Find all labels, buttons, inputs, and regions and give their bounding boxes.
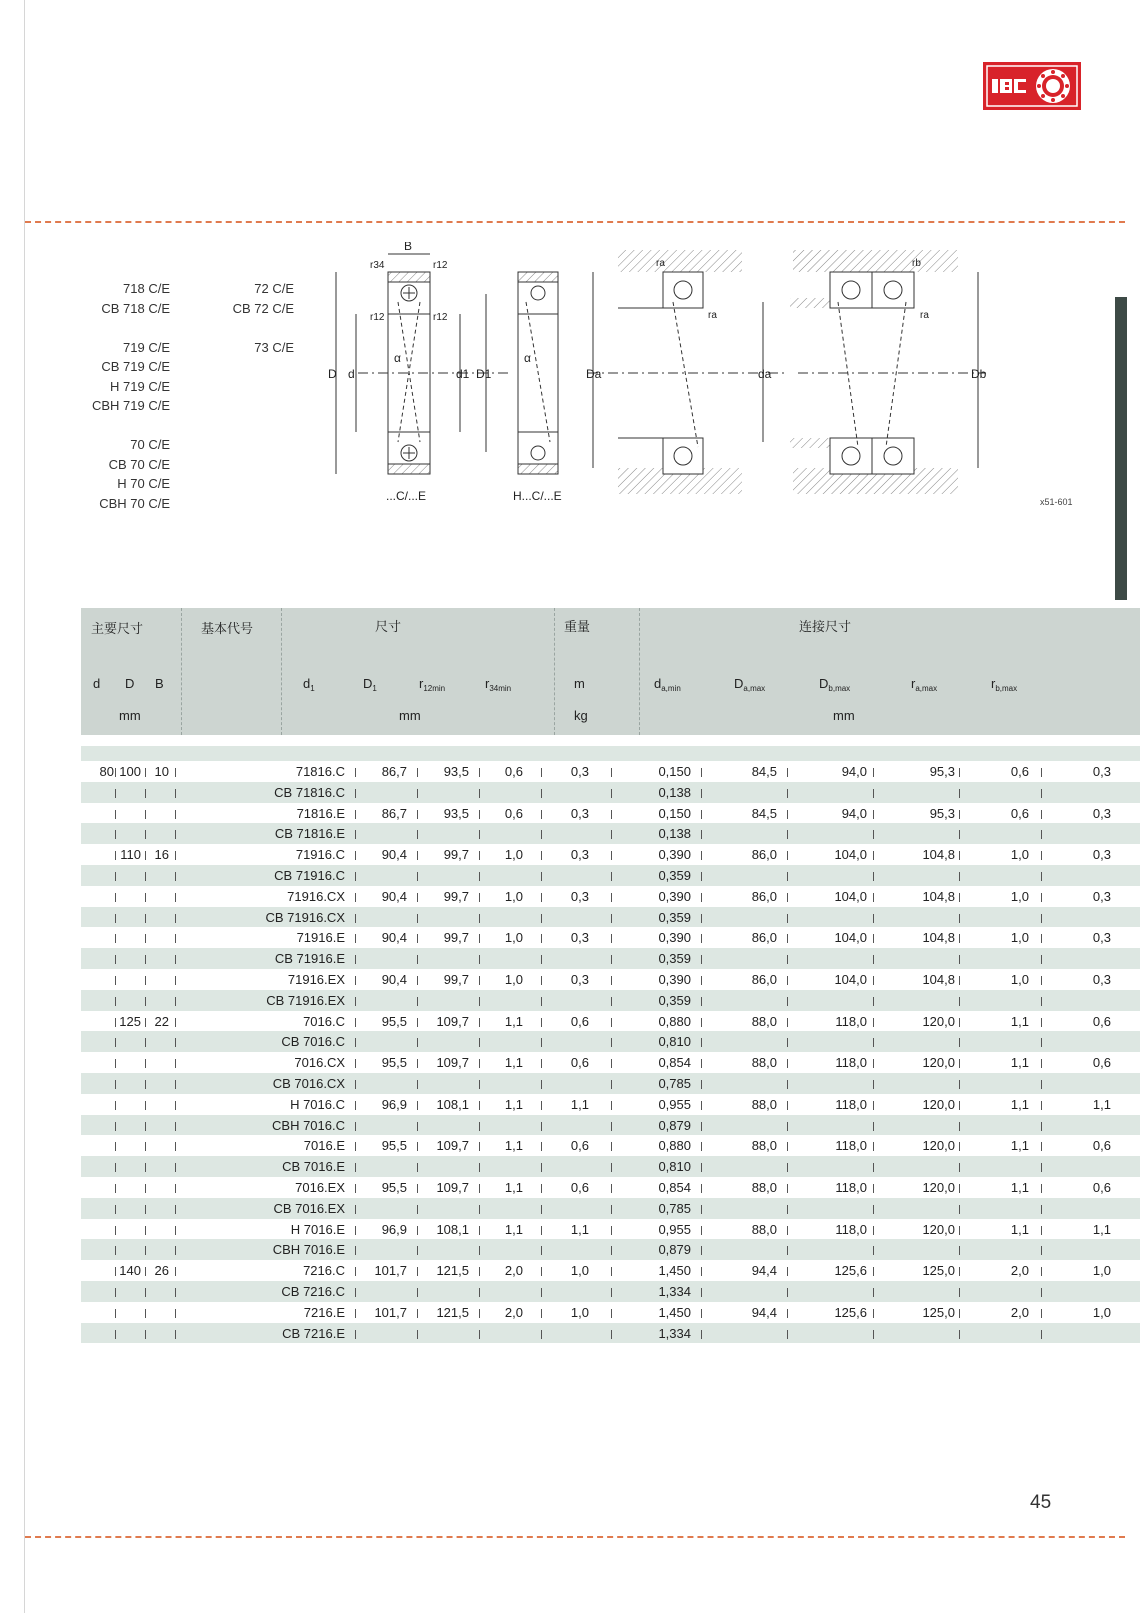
cell-m: 0,138 <box>658 784 691 800</box>
cell-r12: 1,0 <box>504 930 523 946</box>
cell-Db: 120,0 <box>922 1179 955 1195</box>
cell-des: 71816.E <box>296 805 345 821</box>
table-row <box>81 1198 1140 1219</box>
series-item: 718 C/E <box>123 281 170 296</box>
cell-r12: 1,1 <box>504 1179 523 1195</box>
group-main-dims: 主要尺寸 <box>91 621 144 636</box>
cell-r12: 1,1 <box>504 1221 523 1237</box>
cell-ra: 0,6 <box>1010 764 1029 779</box>
table-row <box>81 782 1140 803</box>
label-r12-right: r12 <box>433 312 448 323</box>
cell-d1: 95,5 <box>381 1179 407 1195</box>
table-row <box>81 1260 1140 1281</box>
col-m: m <box>574 676 585 691</box>
cell-r34: 0,3 <box>570 764 589 779</box>
cell-B: 26 <box>154 1263 169 1279</box>
table-row <box>81 1031 1140 1052</box>
cell-r34: 0,3 <box>570 930 589 946</box>
cell-m: 0,359 <box>658 909 691 925</box>
cell-B: 16 <box>154 847 169 863</box>
label-Da: Da <box>586 367 602 381</box>
cell-D1: 109,7 <box>436 1055 469 1071</box>
cell-D: 100 <box>119 764 141 779</box>
table-row <box>81 1052 1140 1073</box>
cell-ra: 1,0 <box>1010 847 1029 863</box>
table-row <box>81 761 1140 782</box>
cell-d1: 95,5 <box>381 1055 407 1071</box>
cell-B: 10 <box>154 764 169 779</box>
cell-m: 0,785 <box>658 1200 691 1216</box>
cell-da: 84,5 <box>751 805 777 821</box>
series-list-left <box>70 279 170 513</box>
col-d: d <box>93 676 101 691</box>
cell-m: 0,390 <box>658 888 691 904</box>
caption-standard: ...C/...E <box>386 489 427 503</box>
cell-des: CB 7016.EX <box>273 1200 345 1216</box>
cell-Da: 94,0 <box>841 805 867 821</box>
cell-da: 88,0 <box>751 1055 777 1071</box>
series-item <box>70 318 170 338</box>
table-row <box>81 948 1140 969</box>
cell-Db: 104,8 <box>922 971 955 987</box>
cell-da: 84,5 <box>751 764 777 779</box>
cell-d1: 90,4 <box>381 930 407 946</box>
col-r34: $r_{34min}$ <box>485 676 512 693</box>
page-number: 45 <box>1030 1492 1052 1513</box>
cell-D1: 99,7 <box>443 888 469 904</box>
cell-Da: 118,0 <box>835 1055 867 1071</box>
unit-dims: mm <box>399 708 421 723</box>
cell-r34: 1,1 <box>570 1096 589 1112</box>
cell-Da: 104,0 <box>834 847 867 863</box>
cell-r34: 0,3 <box>570 847 589 863</box>
cell-r34: 0,6 <box>570 1138 589 1154</box>
label-ra-side: ra <box>708 310 717 321</box>
cell-m: 1,334 <box>658 1325 691 1341</box>
cell-r12: 1,1 <box>504 1096 523 1112</box>
cell-des: 71816.C <box>295 764 345 779</box>
cell-rb: 0,3 <box>1092 805 1111 821</box>
cell-da: 88,0 <box>751 1138 777 1154</box>
cell-D1: 93,5 <box>443 805 469 821</box>
cell-Da: 118,0 <box>835 1221 867 1237</box>
cell-Da: 125,6 <box>834 1304 867 1320</box>
cell-des: CB 7016.E <box>282 1159 345 1175</box>
table-row <box>81 1219 1140 1240</box>
label-da: da <box>758 367 772 381</box>
cell-m: 0,854 <box>658 1179 691 1195</box>
bearing-table <box>81 608 1140 1343</box>
cell-da: 86,0 <box>751 847 777 863</box>
cell-des: CB 7016.CX <box>272 1075 345 1091</box>
table-row <box>81 1323 1140 1344</box>
cell-rb: 1,0 <box>1092 1263 1111 1279</box>
cell-des: CB 7016.C <box>281 1034 345 1050</box>
cell-rb: 1,1 <box>1092 1221 1111 1237</box>
cell-d1: 86,7 <box>381 805 407 821</box>
cell-r34: 0,6 <box>570 1179 589 1195</box>
series-item: 73 C/E <box>254 339 294 355</box>
col-r12: $r_{12min}$ <box>419 676 446 693</box>
cell-r34: 1,1 <box>570 1221 589 1237</box>
cell-m: 0,390 <box>658 847 691 863</box>
series-item: CB 70 C/E <box>108 456 170 472</box>
cell-d: 80 <box>99 764 114 779</box>
cell-da: 86,0 <box>751 888 777 904</box>
cell-da: 88,0 <box>751 1221 777 1237</box>
table-row <box>81 1156 1140 1177</box>
label-D: D <box>328 367 337 381</box>
cell-des: CB 7216.E <box>282 1325 345 1341</box>
cell-m: 0,879 <box>658 1117 691 1133</box>
cell-des: 7016.E <box>303 1138 345 1154</box>
cell-Db: 125,0 <box>922 1304 955 1320</box>
cell-des: CB 7216.C <box>281 1283 345 1299</box>
cell-r12: 0,6 <box>504 805 523 821</box>
cell-m: 0,955 <box>658 1221 691 1237</box>
cell-m: 0,138 <box>658 826 691 842</box>
cell-m: 0,955 <box>658 1096 691 1112</box>
cell-D1: 109,7 <box>436 1179 469 1195</box>
cell-ra: 0,6 <box>1010 805 1029 821</box>
label-r34: r34 <box>370 260 385 271</box>
cell-m: 1,334 <box>658 1283 691 1299</box>
col-da: $d_{a,min}$ <box>654 676 681 693</box>
table-row <box>81 1115 1140 1136</box>
cell-Da: 118,0 <box>835 1138 867 1154</box>
cell-Db: 120,0 <box>922 1221 955 1237</box>
cell-m: 0,810 <box>658 1034 691 1050</box>
series-item: CB 72 C/E <box>232 300 294 316</box>
cell-des: 7016.EX <box>295 1179 345 1195</box>
table-row <box>81 1011 1140 1032</box>
series-item: CBH 70 C/E <box>99 495 170 511</box>
table-row <box>81 865 1140 886</box>
cell-Db: 120,0 <box>922 1055 955 1071</box>
cell-ra: 1,0 <box>1010 971 1029 987</box>
ibc-logo <box>983 62 1081 110</box>
cell-r12: 1,1 <box>504 1138 523 1154</box>
cell-des: CBH 7016.E <box>272 1242 345 1258</box>
series-item: 72 C/E <box>254 281 294 296</box>
cell-ra: 1,1 <box>1010 1138 1029 1154</box>
col-rb: $r_{b,max}$ <box>991 676 1018 693</box>
label-rb: rb <box>912 258 921 269</box>
cell-r34: 0,6 <box>570 1055 589 1071</box>
cell-m: 0,359 <box>658 867 691 883</box>
cell-D1: 109,7 <box>436 1138 469 1154</box>
cell-ra: 1,0 <box>1010 930 1029 946</box>
cell-ra: 1,1 <box>1010 1221 1029 1237</box>
series-list-right <box>212 279 294 357</box>
cell-Db: 120,0 <box>922 1096 955 1112</box>
cell-r34: 0,6 <box>570 1013 589 1029</box>
table-row <box>81 823 1140 844</box>
cell-m: 0,359 <box>658 951 691 967</box>
cell-r12: 1,1 <box>504 1013 523 1029</box>
cell-D1: 108,1 <box>436 1221 469 1237</box>
cell-Da: 94,0 <box>841 764 867 779</box>
cell-da: 94,4 <box>751 1304 777 1320</box>
col-d1: $d_1$ <box>303 676 315 693</box>
cell-da: 88,0 <box>751 1179 777 1195</box>
cell-D: 140 <box>119 1263 141 1279</box>
group-designation: 基本代号 <box>201 621 254 636</box>
table-row <box>81 927 1140 948</box>
cell-ra: 1,1 <box>1010 1055 1029 1071</box>
series-item: 719 C/E <box>123 339 170 355</box>
cell-des: CB 71916.E <box>274 951 345 967</box>
cell-des: 7016.CX <box>294 1055 345 1071</box>
cell-ra: 1,0 <box>1010 888 1029 904</box>
cell-ra: 1,1 <box>1010 1096 1029 1112</box>
cell-da: 88,0 <box>751 1013 777 1029</box>
col-Db: $D_{b,max}$ <box>819 676 851 693</box>
cell-d1: 101,7 <box>374 1304 407 1320</box>
cell-des: 7216.E <box>303 1304 345 1320</box>
cell-Db: 104,8 <box>922 888 955 904</box>
top-divider <box>25 221 1125 223</box>
cell-r34: 1,0 <box>570 1304 589 1320</box>
cell-Db: 120,0 <box>922 1138 955 1154</box>
bottom-divider <box>25 1536 1125 1538</box>
cell-m: 0,359 <box>658 992 691 1008</box>
cell-des: CB 71916.CX <box>265 909 345 925</box>
cell-m: 1,450 <box>658 1263 691 1279</box>
cell-da: 88,0 <box>751 1096 777 1112</box>
cell-d1: 95,5 <box>381 1013 407 1029</box>
left-margin-line <box>24 0 25 1613</box>
table-row <box>81 886 1140 907</box>
cell-rb: 0,3 <box>1092 930 1111 946</box>
unit-abutment: mm <box>833 708 855 723</box>
cell-d1: 90,4 <box>381 888 407 904</box>
cell-d1: 96,9 <box>381 1221 407 1237</box>
cell-rb: 0,3 <box>1092 847 1111 863</box>
label-ra-right: ra <box>920 310 929 321</box>
cell-Da: 118,0 <box>835 1013 867 1029</box>
col-ra: $r_{a,max}$ <box>911 676 938 693</box>
table-row <box>81 969 1140 990</box>
cell-Db: 95,3 <box>929 764 955 779</box>
table-row <box>81 1177 1140 1198</box>
cell-D1: 109,7 <box>436 1013 469 1029</box>
cell-rb: 0,6 <box>1092 1013 1111 1029</box>
unit-weight: kg <box>574 708 588 723</box>
cell-r12: 0,6 <box>504 764 523 779</box>
series-item: H 719 C/E <box>110 378 170 394</box>
cell-Da: 104,0 <box>834 888 867 904</box>
label-d: d <box>348 367 355 381</box>
cell-D: 110 <box>120 847 141 863</box>
cell-des: 7016.C <box>303 1013 345 1029</box>
col-B: B <box>155 676 164 691</box>
table-row <box>81 1239 1140 1260</box>
cell-da: 86,0 <box>751 930 777 946</box>
group-abutment: 连接尺寸 <box>799 619 852 634</box>
cell-des: 7216.C <box>303 1263 345 1279</box>
col-D: D <box>125 676 135 691</box>
cell-r34: 0,3 <box>570 805 589 821</box>
cell-m: 0,150 <box>658 805 691 821</box>
cell-D1: 121,5 <box>436 1263 469 1279</box>
cell-des: 71916.CX <box>287 888 345 904</box>
cell-D1: 99,7 <box>443 847 469 863</box>
label-D1: D1 <box>476 367 492 381</box>
table-row <box>81 1302 1140 1323</box>
cell-m: 0,854 <box>658 1055 691 1071</box>
cell-D1: 99,7 <box>443 971 469 987</box>
cell-d1: 101,7 <box>374 1263 407 1279</box>
cell-des: CB 71916.C <box>274 867 345 883</box>
cell-d1: 95,5 <box>381 1138 407 1154</box>
series-item: 70 C/E <box>130 437 170 452</box>
caption-high-speed: H...C/...E <box>513 489 562 503</box>
table-row <box>81 1094 1140 1115</box>
cell-da: 86,0 <box>751 971 777 987</box>
label-Db: Db <box>971 367 987 381</box>
cell-ra: 1,1 <box>1010 1013 1029 1029</box>
cell-des: 71916.EX <box>287 971 345 987</box>
series-item: CB 718 C/E <box>101 300 170 316</box>
cell-D1: 99,7 <box>443 930 469 946</box>
cell-rb: 0,3 <box>1092 888 1111 904</box>
drawing-id: x51-601 <box>1040 497 1073 507</box>
series-item: H 70 C/E <box>117 476 170 491</box>
cell-rb: 0,6 <box>1092 1138 1111 1154</box>
cell-r34: 0,3 <box>570 888 589 904</box>
cell-D: 125 <box>119 1013 141 1029</box>
group-weight: 重量 <box>564 619 591 634</box>
cell-r34: 0,3 <box>570 971 589 987</box>
cell-da: 94,4 <box>751 1263 777 1279</box>
table-row <box>81 1135 1140 1156</box>
cell-r12: 2,0 <box>504 1304 523 1320</box>
label-d1: d1 <box>456 367 470 381</box>
cell-des: H 7016.E <box>290 1221 345 1237</box>
label-r12-left: r12 <box>370 312 385 323</box>
cell-Da: 118,0 <box>835 1179 867 1195</box>
table-header <box>81 608 1140 735</box>
cell-m: 1,450 <box>658 1304 691 1320</box>
cell-D1: 93,5 <box>443 764 469 779</box>
label-alpha: α <box>394 351 401 365</box>
label-B: B <box>404 242 413 253</box>
cell-ra: 2,0 <box>1010 1304 1029 1320</box>
cell-rb: 0,6 <box>1092 1179 1111 1195</box>
table-row <box>81 1073 1140 1094</box>
cell-m: 0,880 <box>658 1013 691 1029</box>
cell-d1: 96,9 <box>381 1096 407 1112</box>
cell-rb: 0,6 <box>1092 1055 1111 1071</box>
series-item: CB 719 C/E <box>101 359 170 374</box>
series-item: CBH 719 C/E <box>91 398 170 413</box>
cell-des: 71916.E <box>296 930 345 946</box>
cell-Da: 125,6 <box>834 1263 867 1279</box>
cell-m: 0,880 <box>658 1138 691 1154</box>
label-alpha-2: α <box>524 351 531 365</box>
cell-ra: 2,0 <box>1010 1263 1029 1279</box>
bearing-drawing <box>328 242 988 524</box>
cell-Da: 104,0 <box>834 971 867 987</box>
cell-Da: 118,0 <box>835 1096 867 1112</box>
col-Da: $D_{a,max}$ <box>734 676 766 693</box>
cell-des: CB 71816.E <box>274 826 345 842</box>
cell-m: 0,810 <box>658 1159 691 1175</box>
series-item <box>212 318 294 338</box>
cell-r34: 1,0 <box>570 1263 589 1279</box>
cell-des: CB 71816.C <box>274 784 345 800</box>
cell-Db: 104,8 <box>922 847 955 863</box>
table-row <box>81 1281 1140 1302</box>
cell-d1: 90,4 <box>381 847 407 863</box>
cell-B: 22 <box>154 1013 169 1029</box>
cell-d1: 90,4 <box>381 971 407 987</box>
series-item <box>70 416 170 436</box>
cell-Da: 104,0 <box>834 930 867 946</box>
cell-rb: 0,3 <box>1092 764 1111 779</box>
cell-des: 71916.C <box>295 847 345 863</box>
table-row <box>81 803 1140 824</box>
table-row <box>81 907 1140 928</box>
cell-rb: 0,3 <box>1092 971 1111 987</box>
cell-m: 0,390 <box>658 971 691 987</box>
cell-r12: 2,0 <box>504 1263 523 1279</box>
col-D1: $D_1$ <box>363 676 377 693</box>
cell-rb: 1,0 <box>1092 1304 1111 1320</box>
cell-r12: 1,1 <box>504 1055 523 1071</box>
cell-m: 0,879 <box>658 1242 691 1258</box>
cell-d1: 86,7 <box>381 764 407 779</box>
table-row <box>81 844 1140 865</box>
cell-des: H 7016.C <box>290 1096 345 1112</box>
cell-des: CB 71916.EX <box>266 992 345 1008</box>
cell-ra: 1,1 <box>1010 1179 1029 1195</box>
cell-Db: 104,8 <box>922 930 955 946</box>
table-row <box>81 990 1140 1011</box>
cell-Db: 125,0 <box>922 1263 955 1279</box>
table-body <box>81 761 1140 1343</box>
label-r12-top: r12 <box>433 260 448 271</box>
cell-D1: 121,5 <box>436 1304 469 1320</box>
cell-m: 0,390 <box>658 930 691 946</box>
cell-Db: 120,0 <box>922 1013 955 1029</box>
cell-r12: 1,0 <box>504 847 523 863</box>
label-ra-top: ra <box>656 258 665 269</box>
cell-r12: 1,0 <box>504 971 523 987</box>
table-spacer-row <box>81 746 1140 761</box>
cell-Db: 95,3 <box>929 805 955 821</box>
section-tab-bar <box>1115 297 1127 600</box>
cell-m: 0,785 <box>658 1075 691 1091</box>
cell-m: 0,150 <box>658 764 691 779</box>
group-dimensions: 尺寸 <box>375 619 402 634</box>
cell-D1: 108,1 <box>436 1096 469 1112</box>
cell-r12: 1,0 <box>504 888 523 904</box>
cell-rb: 1,1 <box>1092 1096 1111 1112</box>
unit-main: mm <box>119 708 141 723</box>
cell-des: CBH 7016.C <box>272 1117 345 1133</box>
